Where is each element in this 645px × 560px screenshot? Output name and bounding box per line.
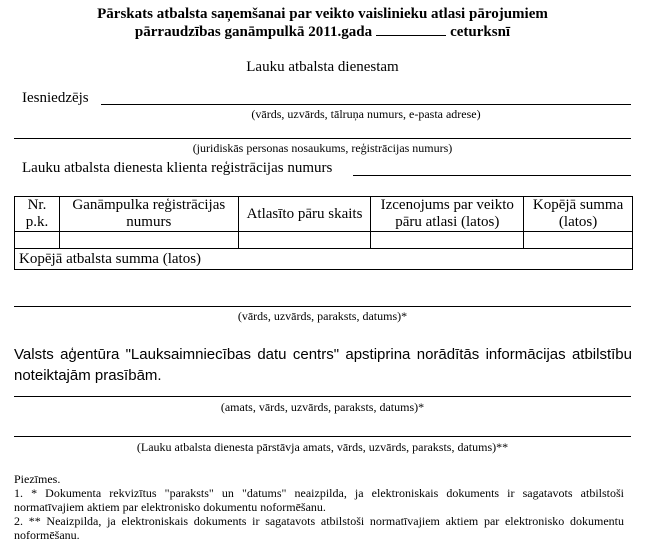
signature3-hint: (Lauku atbalsta dienesta pārstāvja amats, vārds, uzvārds, paraksts, datums)**	[136, 440, 509, 454]
title-prefix: pārraudzības ganāmpulkā 2011.gada	[134, 24, 373, 40]
title-suffix: ceturksnī	[450, 24, 511, 40]
table-header-row	[15, 197, 633, 232]
cell-nr[interactable]	[15, 232, 60, 249]
cell-pricing[interactable]	[371, 232, 524, 249]
support-table	[14, 196, 633, 270]
signature2-line[interactable]	[14, 396, 631, 397]
total-support-label: Kopējā atbalsta summa (latos)	[15, 249, 633, 270]
header-nr: Nr. p.k.	[15, 197, 60, 232]
agency-statement: Valsts aģentūra "Lauksaimniecības datu centrs" apstiprina norādītās informācijas atbilstību noteiktajām prasībām.	[14, 346, 632, 384]
legal-entity-hint: (juridiskās personas nosaukums, reģistrācijas numurs)	[192, 141, 453, 155]
applicant-hint: (vārds, uzvārds, tālruņa numurs, e-pasta adrese)	[251, 107, 481, 121]
document-title-line-1: Pārskats atbalsta saņemšanai par veikto vaislinieku atlasi pārojumiem	[97, 6, 548, 22]
cell-herd-reg[interactable]	[59, 232, 238, 249]
applicant-field-line[interactable]	[101, 104, 631, 105]
note-1: 1. * Dokumenta rekvizītus "paraksts" un "datums" neaizpilda, ja elektroniskais dokuments ir sagatavots atbilstoši normatīvajiem aktiem par elektronisko dokumentu noformēšanu.	[14, 486, 624, 514]
header-pairs-count: Atlasīto pāru skaits	[238, 197, 371, 232]
table-total-row	[15, 249, 633, 270]
header-pricing: Izcenojums par veikto pāru atlasi (latos)	[371, 197, 524, 232]
table-row	[15, 232, 633, 249]
signature3-line[interactable]	[14, 436, 631, 437]
client-reg-field-line[interactable]	[353, 175, 631, 176]
quarter-blank-field[interactable]	[376, 23, 446, 36]
document-title-line-2	[0, 23, 645, 41]
notes-heading: Piezīmes.	[14, 472, 61, 486]
signature1-line[interactable]	[14, 306, 631, 307]
client-reg-label: Lauku atbalsta dienesta klienta reģistrācijas numurs	[22, 160, 333, 176]
header-total-sum: Kopējā summa (latos)	[524, 197, 633, 232]
signature1-hint: (vārds, uzvārds, paraksts, datums)*	[237, 309, 408, 323]
cell-pairs-count[interactable]	[238, 232, 371, 249]
signature2-hint: (amats, vārds, uzvārds, paraksts, datums)*	[220, 400, 425, 414]
applicant-label: Iesniedzējs	[22, 90, 89, 106]
legal-entity-field-line[interactable]	[14, 138, 631, 139]
cell-total-sum[interactable]	[524, 232, 633, 249]
notes-section	[14, 472, 624, 542]
note-2: 2. ** Neaizpilda, ja elektroniskais dokuments ir sagatavots atbilstoši normatīvajiem aktiem par elektronisko dokumentu noformēšanu.	[14, 514, 624, 542]
addressee: Lauku atbalsta dienestam	[246, 59, 399, 75]
header-herd-reg: Ganāmpulka reģistrācijas numurs	[59, 197, 238, 232]
